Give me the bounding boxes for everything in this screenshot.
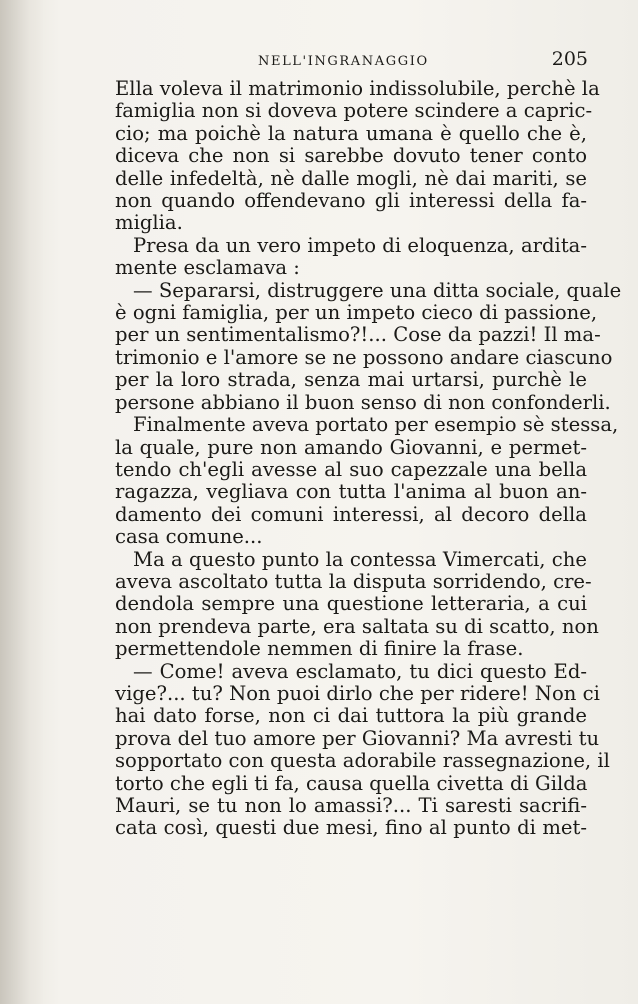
text-line: è ogni famiglia, per un impeto cieco di passione, — [115, 301, 598, 325]
text-line: Mauri, se tu non lo amassi?... Ti saresti sacrifi- — [115, 794, 587, 817]
text-line: Ella voleva il matrimonio indissolubile, perchè la — [115, 77, 600, 100]
text-line: trimonio e l'amore se ne possono andare ciascuno — [115, 345, 613, 369]
text-line: casa comune... — [115, 525, 263, 549]
text-line: cata così, questi due mesi, fino al punto di met- — [115, 816, 587, 840]
text-line: Ma a questo punto la contessa Vimercati, che — [133, 547, 587, 571]
text-line: hai dato forse, non ci dai tuttora la più grande — [115, 704, 587, 728]
text-line: per un sentimentalismo?!... Cose da pazzi! Il ma- — [115, 323, 601, 347]
text-line: dendola sempre una questione letteraria, a cui — [115, 592, 587, 616]
text-line: delle infedeltà, nè dalle mogli, nè dai mariti, se — [115, 166, 587, 190]
book-gutter — [0, 0, 44, 1004]
text-line: damento dei comuni interessi, al decoro della — [115, 502, 587, 526]
text-line: per la loro strada, senza mai urtarsi, purchè le — [115, 368, 587, 392]
body-text — [115, 77, 622, 840]
text-line: aveva ascoltato tutta la disputa sorridendo, cre- — [115, 569, 592, 593]
running-head: NELL'INGRANAGGIO — [258, 54, 429, 69]
text-line: diceva che non si sarebbe dovuto tener conto — [115, 144, 587, 168]
text-line: vige?... tu? Non puoi dirlo che per ridere! Non ci — [115, 681, 600, 705]
text-line: ragazza, vegliava con tutta l'anima al buon an- — [115, 480, 587, 504]
text-line: cio; ma poichè la natura umana è quello che è, — [115, 121, 587, 145]
text-line: persone abbiano il buon senso di non confonderli. — [115, 390, 611, 414]
text-line: — Come! aveva esclamato, tu dici questo Ed- — [133, 659, 587, 683]
text-line: non quando offendevano gli interessi della fa- — [115, 189, 587, 213]
text-line: — Separarsi, distruggere una ditta sociale, quale — [133, 278, 622, 302]
text-line: tendo ch'egli avesse al suo capezzale una bella — [115, 457, 587, 481]
text-line: mente esclamava : — [115, 256, 300, 280]
page-number: 205 — [551, 48, 588, 70]
text-line: Finalmente aveva portato per esempio sè stessa, — [133, 413, 619, 437]
text-line: la quale, pure non amando Giovanni, e permet- — [115, 435, 587, 459]
text-line: prova del tuo amore per Giovanni? Ma avresti tu — [115, 726, 600, 750]
text-line: permettendole nemmen di finire la frase. — [115, 637, 524, 661]
text-line: miglia. — [115, 211, 183, 235]
text-line: famiglia non si doveva potere scindere a capric- — [115, 99, 593, 123]
text-line: sopportato con questa adorabile rassegnazione, il — [115, 749, 610, 773]
text-line: Presa da un vero impeto di eloquenza, ardita- — [133, 233, 587, 257]
text-line: torto che egli ti fa, causa quella civetta di Gilda — [115, 771, 588, 795]
page-header — [258, 48, 588, 76]
text-line: non prendeva parte, era saltata su di scatto, non — [115, 614, 599, 638]
